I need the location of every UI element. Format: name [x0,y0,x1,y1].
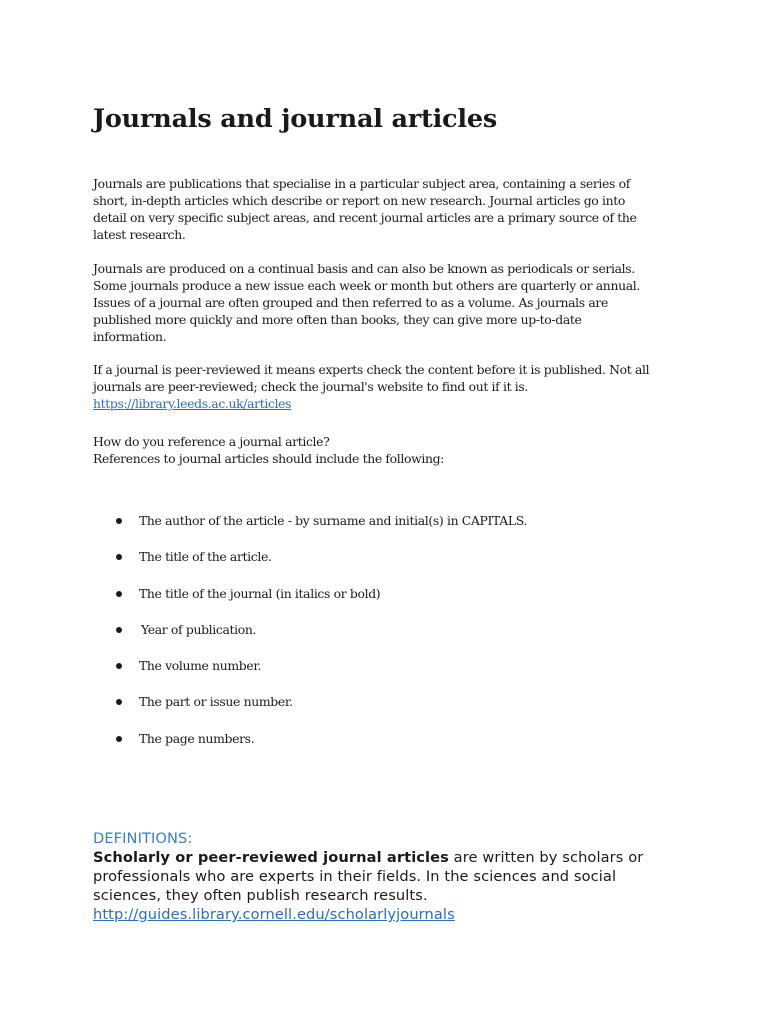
list-item-text: Year of publication. [141,621,257,637]
paragraph-line: latest research. [93,227,186,242]
reference-question: How do you reference a journal article? [93,434,330,449]
bullet-icon [116,663,122,669]
paragraph-line: published more quickly and more often than books, they can give more up-to-date [93,312,582,327]
bullet-icon [116,736,122,742]
definition-term: Scholarly or peer-reviewed journal articles [93,849,449,866]
paragraph-line: short, in-depth articles which describe or report on new research. Journal articles go into [93,193,625,208]
definition-line: professionals who are experts in their fields. In the sciences and social [93,868,617,885]
leeds-library-link[interactable]: https://library.leeds.ac.uk/articles [93,396,292,411]
definitions-section [93,829,693,924]
bullet-icon [116,699,122,705]
bullet-icon [116,591,122,597]
list-item-text: The page numbers. [139,730,255,746]
paragraph-line: information. [93,329,167,344]
paragraph-line: If a journal is peer-reviewed it means experts check the content before it is published. Not all [93,362,650,377]
peer-review-paragraph [93,361,683,412]
list-item-text: The title of the article. [139,549,272,565]
paragraph-line: detail on very specific subject areas, and recent journal articles are a primary source of the [93,210,637,225]
definition-text: are written by scholars or [448,849,644,866]
list-item-text: The author of the article - by surname and initial(s) in CAPITALS. [139,513,528,528]
page-title: Journals and journal articles [93,104,498,134]
list-item-text: The part or issue number. [139,694,293,710]
list-item-text: The title of the journal (in italics or bold) [139,585,381,601]
paragraph-line: journals are peer-reviewed; check the journal's website to find out if it is. [93,379,529,394]
definitions-heading: DEFINITIONS: [93,830,193,847]
paragraph-line: Issues of a journal are often grouped and then referred to as a volume. As journals are [93,295,608,310]
paragraph-line: Journals are publications that specialise in a particular subject area, containing a series of [93,176,630,191]
definition-line [93,848,693,867]
reference-heading [93,433,683,467]
periodicals-paragraph [93,260,683,345]
bullet-icon [116,627,122,633]
cornell-guide-link[interactable]: http://guides.library.cornell.edu/scholarlyjournals [93,906,455,923]
definition-line: sciences, they often publish research results. [93,887,428,904]
paragraph-line: Some journals produce a new issue each week or month but others are quarterly or annual. [93,278,640,293]
reference-intro: References to journal articles should include the following: [93,451,444,466]
list-item-text: The volume number. [139,658,262,674]
paragraph-line: Journals are produced on a continual basis and can also be known as periodicals or serials. [93,261,635,276]
bullet-icon [116,518,122,524]
intro-paragraph [93,175,683,243]
bullet-icon [116,554,122,560]
